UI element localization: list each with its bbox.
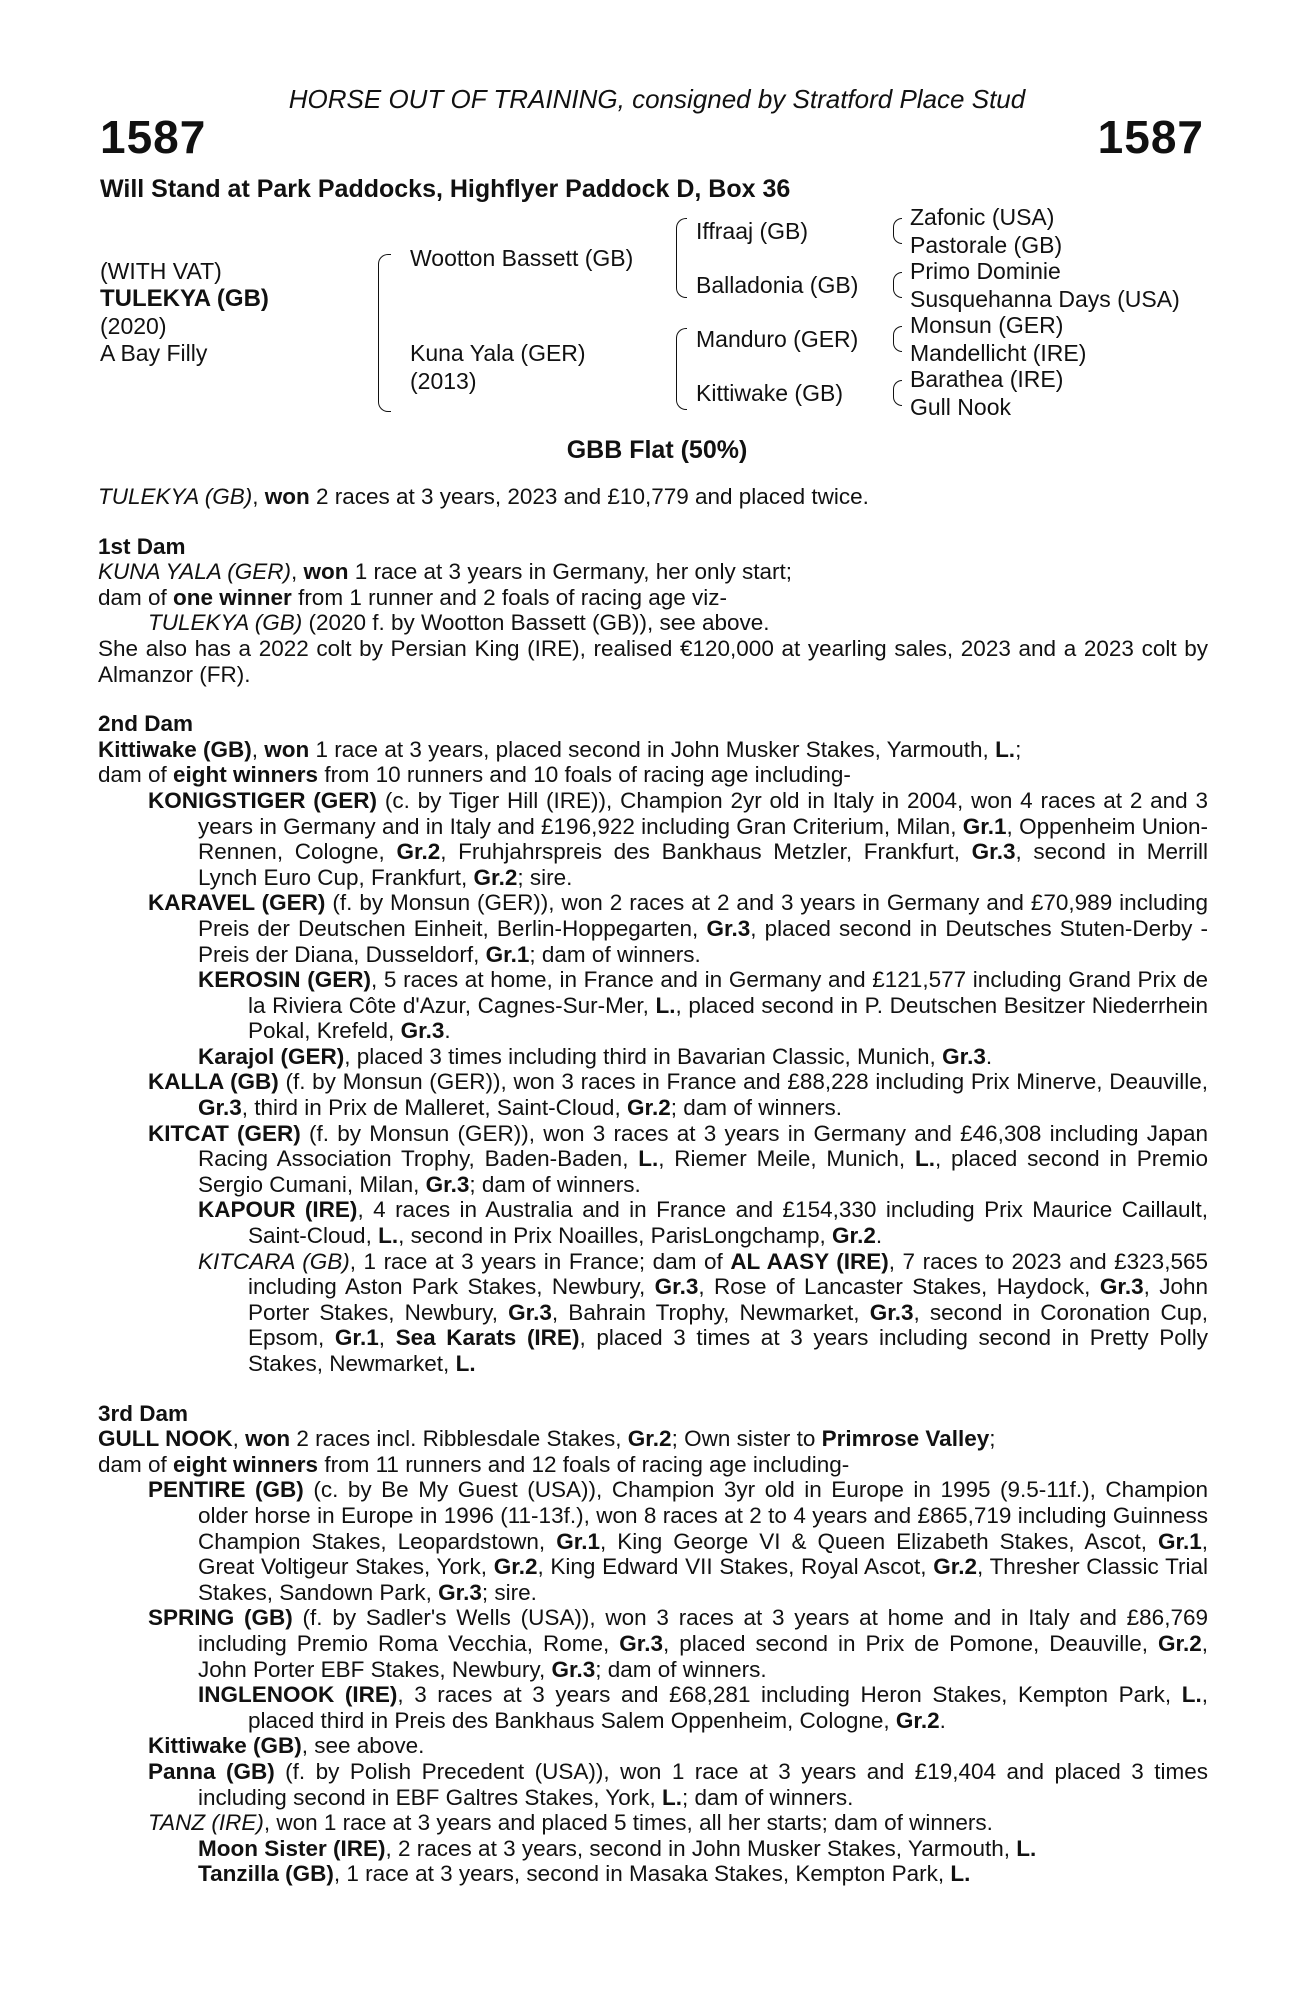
progeny-text: ; dam of winners. xyxy=(529,941,701,967)
grade: Gr.3 xyxy=(942,1043,986,1069)
progeny-text: (f. by Monsun (GER)), won 2 races at 2 and 3 years in Germany and £70,989 including Preis der Deutschen Einheit, Berlin-Hoppegarten, xyxy=(198,890,1208,941)
pedigree-bracket-g12 xyxy=(893,218,902,244)
sire-sire: Iffraaj (GB) xyxy=(696,218,809,244)
second-dam-text-end: ; xyxy=(1015,736,1022,762)
progeny-text: . xyxy=(875,1223,883,1249)
grade: Gr.1 xyxy=(962,813,1007,839)
first-dam-produce xyxy=(98,585,1208,611)
third-dam-won: won xyxy=(245,1426,291,1452)
dam-dam: Kittiwake (GB) xyxy=(696,380,843,406)
grade: Gr.1 xyxy=(1157,1528,1202,1554)
first-dam-dam-of: dam of xyxy=(98,584,174,610)
first-dam-foal xyxy=(98,610,1208,636)
progeny-kitcara xyxy=(98,1249,1208,1377)
second-dam-winners-text: from 10 runners and 10 foals of racing age including- xyxy=(318,762,851,788)
progeny-panna xyxy=(98,1759,1208,1810)
first-dam-line: KUNA YALA (GER), won 1 race at 3 years in Germany, her only start; xyxy=(98,559,793,585)
second-dam-won: won xyxy=(264,736,310,762)
progeny-text: , placed second in Premio Sergio Cumani, Milan, xyxy=(198,1146,1208,1197)
progeny-pentire xyxy=(98,1477,1208,1605)
third-dam-name: GULL NOOK xyxy=(98,1426,233,1452)
progeny-text: (c. by Be My Guest (USA)), Champion 3yr old in Europe in 1995 (9.5-11f.), Champion older horse in Europe in 1996 (11-13f.), won 8 races at 2 to 4 years and £865,719 including Guinness Champion Stakes, Leopardstown, xyxy=(198,1477,1208,1554)
grade: Gr.3 xyxy=(438,1579,482,1605)
progeny-name: Karajol (GER) xyxy=(198,1043,345,1069)
progeny-text: , 4 races in Australia and in France and £154,330 including Prix Maurice Caillault, Saint-Cloud, xyxy=(248,1197,1209,1249)
progeny-name: Panna (GB) xyxy=(148,1758,275,1784)
ancestor-g2: Pastorale (GB) xyxy=(910,232,1063,258)
progeny-name: KEROSIN (GER) xyxy=(198,967,371,993)
grade: Gr.3 xyxy=(1099,1274,1144,1300)
first-dam-foal-text: (2020 f. by Wootton Bassett (GB)), see above. xyxy=(302,610,770,636)
progeny-text: , John Porter Stakes, Newbury, xyxy=(248,1274,1209,1325)
progeny-text: ; dam of winners. xyxy=(670,1095,843,1121)
progeny-name: TANZ (IRE) xyxy=(148,1810,264,1836)
stand-location: Will Stand at Park Paddocks, Highflyer Paddock D, Box 36 xyxy=(100,175,791,203)
progeny-name: INGLENOOK (IRE) xyxy=(198,1682,398,1708)
grade: L. xyxy=(950,1861,971,1887)
grade: Gr.3 xyxy=(400,1018,445,1044)
progeny-text: , 2 races at 3 years, second in John Musker Stakes, Yarmouth, xyxy=(385,1835,1017,1861)
second-dam-heading: 2nd Dam xyxy=(98,711,194,737)
progeny-text: , third in Prix de Malleret, Saint-Cloud, xyxy=(241,1095,627,1121)
horse-description: A Bay Filly xyxy=(100,340,208,366)
progeny-kalla xyxy=(98,1069,1208,1120)
first-dam-won: won xyxy=(303,559,349,585)
third-dam-text: 2 races incl. Ribblesdale Stakes, xyxy=(290,1426,628,1452)
first-dam-name: KUNA YALA (GER) xyxy=(98,559,291,585)
third-dam-produce xyxy=(98,1452,1208,1478)
progeny-name: KITCAT (GER) xyxy=(148,1120,301,1146)
sire-dam: Balladonia (GB) xyxy=(696,272,859,298)
progeny-text: , Great Voltigeur Stakes, York, xyxy=(198,1528,1208,1580)
second-dam-name: Kittiwake (GB) xyxy=(98,736,252,762)
progeny-name: Kittiwake (GB) xyxy=(148,1733,302,1759)
summary-text: 2 races at 3 years, 2023 and £10,779 and placed twice. xyxy=(309,484,869,509)
pedigree-bracket-dam xyxy=(676,328,687,410)
dam-year: (2013) xyxy=(410,368,477,394)
progeny-text: , Bahrain Trophy, Newmarket, xyxy=(551,1299,870,1325)
third-dam-heading: 3rd Dam xyxy=(98,1400,189,1426)
progeny-text: , John Porter EBF Stakes, Newbury, xyxy=(198,1630,1208,1682)
progeny-konigstiger xyxy=(98,788,1208,890)
progeny-text: (f. by Monsun (GER)), won 3 races in France and £88,228 including Prix Minerve, Deauville, xyxy=(278,1069,1208,1095)
summary-won: won xyxy=(264,484,310,509)
grade: Gr.2 xyxy=(473,864,518,890)
progeny-name: KITCARA (GB) xyxy=(198,1248,350,1274)
grade: Gr.2 xyxy=(627,1426,672,1452)
progeny-text: , Rose of Lancaster Stakes, Haydock, xyxy=(698,1274,1100,1300)
rating-label: GBB Flat (50%) xyxy=(566,436,748,464)
catalogue-body xyxy=(98,484,1208,1887)
grade: Gr.3 xyxy=(619,1630,664,1656)
progeny-text: , placed second in Prix de Pomone, Deauville, xyxy=(663,1630,1158,1656)
grade: Gr.3 xyxy=(971,839,1016,865)
third-dam-line: GULL NOOK, won 2 races incl. Ribblesdale Stakes, Gr.2; Own sister to Primrose Valley; xyxy=(98,1426,996,1452)
progeny-text: , 1 race at 3 years in France; dam of xyxy=(349,1248,731,1274)
second-dam-produce xyxy=(98,762,1208,788)
progeny-name: KARAVEL (GER) xyxy=(148,890,326,916)
progeny-text: , Thresher Classic Trial Stakes, Sandown Park, xyxy=(198,1554,1209,1605)
progeny-name: Moon Sister (IRE) xyxy=(198,1835,386,1861)
second-dam-line: Kittiwake (GB), won 1 race at 3 years, placed second in John Musker Stakes, Yarmouth, L.; xyxy=(98,736,1022,762)
ancestor-g6: Mandellicht (IRE) xyxy=(910,340,1087,366)
first-dam-text: 1 race at 3 years in Germany, her only start; xyxy=(348,559,793,585)
ancestor-g1: Zafonic (USA) xyxy=(910,204,1055,230)
ancestor-g5: Monsun (GER) xyxy=(910,312,1064,338)
consignment-line: HORSE OUT OF TRAINING, consigned by Stratford Place Stud xyxy=(288,84,1026,114)
first-dam-foal-name: TULEKYA (GB) xyxy=(148,610,303,636)
progeny-text: (f. by Sadler's Wells (USA)), won 3 races at 3 years at home and in Italy and £86,769 including Premio Roma Vecchia, Rome, xyxy=(198,1605,1208,1656)
progeny-text: , King George VI & Queen Elizabeth Stakes, Ascot, xyxy=(599,1528,1158,1554)
first-dam-heading: 1st Dam xyxy=(98,533,186,559)
vat-label: (WITH VAT) xyxy=(100,258,222,284)
dam-sire: Manduro (GER) xyxy=(696,326,859,352)
third-dam-text: ; Own sister to xyxy=(671,1426,822,1452)
progeny-text: , placed third in Preis des Bankhaus Salem Oppenheim, Cologne, xyxy=(248,1682,1208,1733)
progeny-text: . xyxy=(985,1043,993,1069)
grade: Gr.2 xyxy=(626,1095,671,1121)
second-dam-listed: L. xyxy=(995,736,1016,762)
progeny-text: , 7 races to 2023 and £323,565 including Aston Park Stakes, Newbury, xyxy=(248,1248,1208,1300)
grade: Gr.1 xyxy=(485,941,530,967)
progeny-text: ; dam of winners. xyxy=(682,1784,854,1810)
horse-name: TULEKYA (GB) xyxy=(100,285,269,312)
lot-number-right: 1587 xyxy=(1097,111,1204,163)
progeny-text: , 1 race at 3 years, second in Masaka Stakes, Kempton Park, xyxy=(333,1861,951,1887)
third-dam-winners-text: from 11 runners and 12 foals of racing age including- xyxy=(318,1451,850,1477)
third-dam-winners: eight winners xyxy=(173,1451,319,1477)
progeny-text: ; sire. xyxy=(481,1579,537,1605)
first-dam-also: She also has a 2022 colt by Persian King (IRE), realised €120,000 at yearling sales, 2023 and a 2023 colt by Almanzor (FR). xyxy=(98,635,1208,687)
progeny-text: , Fruhjahrspreis des Bankhaus Metzler, Frankfurt, xyxy=(440,839,972,865)
progeny-name: Sea Karats (IRE) xyxy=(395,1325,580,1351)
summary-horse: TULEKYA (GB) xyxy=(98,484,253,509)
progeny-tanz xyxy=(98,1810,1208,1836)
progeny-name: SPRING (GB) xyxy=(148,1605,293,1631)
lot-number-left: 1587 xyxy=(100,111,207,163)
progeny-text: ; sire. xyxy=(517,864,573,890)
progeny-text: , placed 3 times at 3 years including second in Pretty Polly Stakes, Newmarket, xyxy=(248,1325,1208,1376)
grade: Gr.2 xyxy=(895,1707,940,1733)
progeny-text: , 5 races at home, in France and in Germany and £121,577 including Grand Prix de la Riviera Côte d'Azur, Cagnes-Sur-Mer, xyxy=(248,967,1208,1018)
progeny-name: Tanzilla (GB) xyxy=(198,1861,334,1887)
grade: Gr.3 xyxy=(508,1299,552,1325)
grade: Gr.1 xyxy=(334,1325,379,1351)
dam: Kuna Yala (GER) xyxy=(410,340,586,366)
progeny-kapour xyxy=(98,1197,1208,1248)
ancestor-g8: Gull Nook xyxy=(910,394,1011,420)
pedigree-bracket-main xyxy=(378,254,391,412)
progeny-text: , placed 3 times including third in Bavarian Classic, Munich, xyxy=(344,1043,943,1069)
progeny-text: , Oppenheim Union-Rennen, Cologne, xyxy=(198,813,1208,865)
progeny-text: , see above. xyxy=(301,1733,425,1759)
progeny-text: , placed second in P. Deutschen Besitzer Niederrhein Pokal, Krefeld, xyxy=(248,992,1209,1044)
progeny-text: , second in Prix Noailles, ParisLongchamp, xyxy=(398,1223,833,1249)
grade: Gr.2 xyxy=(1157,1630,1202,1656)
first-dam-winners-text: from 1 runner and 2 foals of racing age viz- xyxy=(291,584,728,610)
grade: L. xyxy=(655,992,676,1018)
ancestor-g7: Barathea (IRE) xyxy=(910,366,1064,392)
grade: Gr.3 xyxy=(869,1299,914,1325)
progeny-text: , xyxy=(378,1325,396,1351)
grade: L. xyxy=(662,1784,682,1810)
progeny-text: , placed second in Deutsches Stuten-Derby - Preis der Diana, Dusseldorf, xyxy=(198,915,1208,967)
third-dam-sister: Primrose Valley xyxy=(821,1426,990,1452)
grade: Gr.2 xyxy=(493,1554,538,1580)
third-dam-dam-of: dam of xyxy=(98,1451,174,1477)
ancestor-g4: Susquehanna Days (USA) xyxy=(910,286,1180,312)
progeny-text: . xyxy=(939,1707,946,1733)
progeny-spring xyxy=(98,1605,1208,1682)
progeny-text: (f. by Monsun (GER)), won 3 races at 3 years in Germany and £46,308 including Japan Racing Association Trophy, Baden-Baden, xyxy=(198,1120,1208,1172)
progeny-karavel xyxy=(98,890,1208,967)
grade: L. xyxy=(378,1223,399,1249)
second-dam-dam-of: dam of xyxy=(98,762,174,788)
progeny-name: PENTIRE (GB) xyxy=(148,1477,304,1503)
progeny-text: , Riemer Meile, Munich, xyxy=(658,1146,915,1172)
sire: Wootton Bassett (GB) xyxy=(410,245,634,271)
progeny-name: KALLA (GB) xyxy=(148,1069,279,1095)
grade: Gr.3 xyxy=(551,1656,596,1682)
grade: Gr.2 xyxy=(832,1223,876,1249)
grade: Gr.3 xyxy=(198,1095,242,1121)
grade: Gr.1 xyxy=(556,1528,600,1554)
summary-paragraph: TULEKYA (GB), won 2 races at 3 years, 2023 and £10,779 and placed twice. xyxy=(98,484,869,509)
grade: Gr.3 xyxy=(654,1274,699,1300)
progeny-text: (f. by Polish Precedent (USA)), won 1 race at 3 years and £19,404 and placed 3 times including second in EBF Galtres Stakes, York, xyxy=(198,1758,1208,1810)
progeny-text: , second in Coronation Cup, Epsom, xyxy=(248,1299,1208,1351)
progeny-name: KAPOUR (IRE) xyxy=(198,1197,358,1223)
horse-year: (2020) xyxy=(100,313,167,339)
second-dam-winners: eight winners xyxy=(173,762,319,788)
pedigree-bracket-g56 xyxy=(893,326,902,352)
ancestor-g3: Primo Dominie xyxy=(910,258,1061,284)
progeny-inglenook xyxy=(98,1682,1208,1733)
progeny-text: , 3 races at 3 years and £68,281 including Heron Stakes, Kempton Park, xyxy=(397,1682,1182,1708)
second-dam-text: 1 race at 3 years, placed second in John Musker Stakes, Yarmouth, xyxy=(309,736,996,762)
progeny-text: . xyxy=(444,1018,451,1044)
progeny-name: AL AASY (IRE) xyxy=(730,1248,889,1274)
grade: Gr.3 xyxy=(425,1171,470,1197)
third-dam-text: ; xyxy=(989,1426,996,1452)
grade: Gr.2 xyxy=(396,839,441,865)
progeny-moon-sister xyxy=(98,1836,1208,1862)
grade: L. xyxy=(455,1351,476,1376)
pedigree-bracket-g78 xyxy=(893,380,902,406)
progeny-tanzilla xyxy=(98,1861,1208,1887)
grade: L. xyxy=(914,1146,935,1172)
progeny-name: KONIGSTIGER (GER) xyxy=(148,787,378,813)
grade: L. xyxy=(1181,1682,1202,1708)
grade: L. xyxy=(638,1146,659,1172)
progeny-text: ; dam of winners. xyxy=(595,1656,767,1682)
progeny-text: , second in Merrill Lynch Euro Cup, Frankfurt, xyxy=(198,839,1208,890)
first-dam-winners: one winner xyxy=(173,584,292,610)
grade: Gr.2 xyxy=(933,1554,978,1580)
progeny-kerosin xyxy=(98,967,1208,1044)
grade: L. xyxy=(1016,1835,1037,1861)
progeny-text: , King Edward VII Stakes, Royal Ascot, xyxy=(537,1554,934,1580)
progeny-kittiwake xyxy=(98,1733,1208,1759)
grade: Gr.3 xyxy=(706,915,751,941)
progeny-kitcat xyxy=(98,1121,1208,1198)
progeny-karajol xyxy=(98,1044,1208,1070)
progeny-text: (c. by Tiger Hill (IRE)), Champion 2yr old in Italy in 2004, won 4 races at 2 and 3 years in Germany and in Italy and £196,922 including Gran Criterium, Milan, xyxy=(198,787,1209,839)
progeny-text: ; dam of winners. xyxy=(469,1171,641,1197)
pedigree-bracket-g34 xyxy=(893,272,902,298)
pedigree-bracket-sire xyxy=(676,218,687,298)
progeny-text: , won 1 race at 3 years and placed 5 times, all her starts; dam of winners. xyxy=(263,1810,993,1836)
